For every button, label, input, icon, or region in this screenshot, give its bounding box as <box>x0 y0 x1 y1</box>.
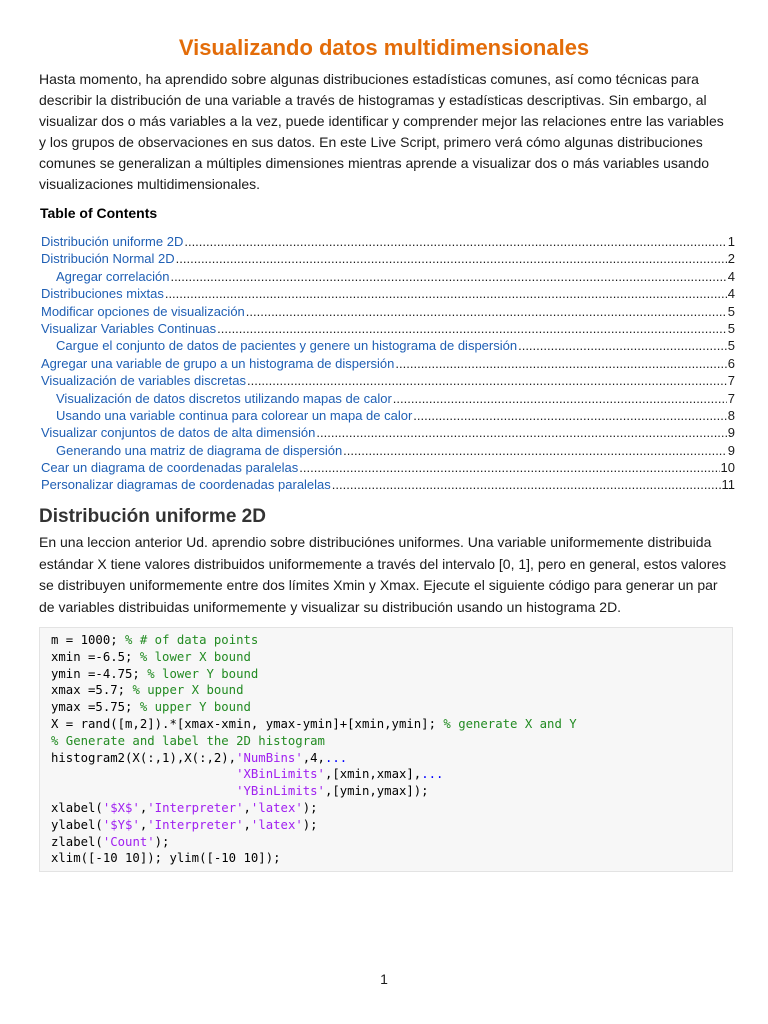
code-line <box>51 666 732 683</box>
code-text: , <box>243 800 251 815</box>
code-line <box>51 750 732 767</box>
code-text: X = rand([m,2]).*[xmax-xmin, ymax-ymin]+[xmin,ymin]; <box>51 716 444 731</box>
code-string: 'Count' <box>102 834 155 849</box>
toc-link[interactable]: Visualización de datos discretos utilizando mapas de calor <box>56 390 392 406</box>
toc-link[interactable]: Usando una variable continua para colorear un mapa de calor <box>56 407 413 423</box>
section-heading: Distribución uniforme 2D <box>39 506 266 527</box>
code-text: ); <box>154 834 170 849</box>
toc-leader-dots <box>217 320 727 337</box>
code-comment: % # of data points <box>125 633 259 647</box>
code-text: zlabel( <box>51 834 103 849</box>
toc-link[interactable]: Distribución uniforme 2D <box>41 234 184 249</box>
toc-page-number: 7 <box>727 373 735 389</box>
toc-leader-dots <box>393 390 727 407</box>
code-text: , <box>139 817 148 832</box>
toc-leader-dots <box>184 233 726 250</box>
toc-entry[interactable] <box>41 442 735 459</box>
toc-entry[interactable] <box>41 372 735 389</box>
code-string: 'latex' <box>250 817 303 832</box>
toc-leader-dots <box>165 285 727 302</box>
toc-page-number: 9 <box>727 442 735 458</box>
code-text: , <box>243 817 251 832</box>
code-string: 'Interpreter' <box>147 817 244 832</box>
toc-link[interactable]: Visualización de variables discretas <box>41 373 246 389</box>
toc-leader-dots <box>316 424 726 441</box>
code-text: ); <box>302 817 318 832</box>
toc-link[interactable]: Agregar una variable de grupo a un histograma de dispersión <box>41 355 395 371</box>
code-text: ); <box>302 800 318 815</box>
code-string: 'YBinLimits' <box>236 784 325 799</box>
code-block[interactable] <box>39 627 733 872</box>
code-line <box>51 783 732 800</box>
toc-page-number: 8 <box>727 407 735 423</box>
code-line <box>51 682 732 699</box>
section-paragraph: En una leccion anterior Ud. aprendio sobre distribuciónes uniformes. Una variable uniformemente distribuida estándar X tiene valores distribuidos uniformemente a través del intervalo [0, 1], pero en general, estos valores se distribuyen uniformemente entre dos límites Xmin y Xmax. Ejecute el siguiente código para generar un par de variables distribuidas uniformemente y visualizar su distribución usando un histograma 2D. <box>39 534 727 615</box>
code-continuation: ... <box>421 767 444 782</box>
toc-page-number: 4 <box>727 268 735 284</box>
code-text: xmin =-6.5; <box>51 649 140 664</box>
code-line <box>51 817 732 834</box>
code-text: ,4, <box>302 750 325 765</box>
code-text <box>51 767 236 781</box>
code-string: 'NumBins' <box>236 750 303 765</box>
toc-leader-dots <box>343 442 727 459</box>
code-text: m = 1000; <box>51 633 126 647</box>
code-text: ,[xmin,xmax], <box>324 767 422 782</box>
toc-link[interactable]: Visualizar conjuntos de datos de alta dimensión <box>41 425 316 441</box>
toc-entry[interactable] <box>41 337 735 354</box>
code-line <box>51 716 732 733</box>
code-comment: % lower Y bound <box>147 666 259 681</box>
page-title: Visualizando datos multidimensionales <box>178 35 590 60</box>
code-text <box>51 784 236 798</box>
toc-page-number: 10 <box>720 460 735 476</box>
code-comment: % generate X and Y <box>443 716 577 731</box>
toc-leader-dots <box>246 303 727 320</box>
code-text: xlim([-10 10]); ylim([-10 10]); <box>51 851 281 866</box>
toc-page-number: 9 <box>727 425 735 441</box>
toc-page-number: 5 <box>727 303 735 319</box>
toc-page-number: 11 <box>721 477 735 493</box>
code-line <box>51 632 732 649</box>
toc-leader-dots <box>518 337 727 354</box>
toc-leader-dots <box>299 459 719 476</box>
toc-entry[interactable] <box>41 268 735 285</box>
code-text: , <box>139 800 148 815</box>
code-string: 'XBinLimits' <box>236 767 325 782</box>
toc-link[interactable]: Personalizar diagramas de coordenadas paralelas <box>41 477 331 493</box>
page-number: 1 <box>380 971 388 987</box>
code-string: '$Y$' <box>102 817 140 832</box>
toc-entry[interactable] <box>41 390 735 407</box>
code-text: ,[ymin,ymax]); <box>324 784 429 799</box>
code-text: ymax =5.75; <box>51 700 140 715</box>
code-text: histogram2(X(:,1),X(:,2), <box>51 750 237 765</box>
code-line <box>51 649 732 666</box>
code-comment: % lower X bound <box>139 649 251 664</box>
code-continuation: ... <box>324 750 348 765</box>
toc-link[interactable]: Generando una matriz de diagrama de dispersión <box>56 442 343 458</box>
toc-page-number: 1 <box>727 234 735 249</box>
toc-entry[interactable] <box>41 303 735 320</box>
toc-heading: Table of Contents <box>40 205 158 221</box>
toc-link[interactable]: Agregar correlación <box>56 268 170 284</box>
toc-entry[interactable] <box>41 285 735 302</box>
code-text: ymin =-4.75; <box>51 666 148 681</box>
code-string: '$X$' <box>102 800 140 815</box>
toc-entry[interactable] <box>41 459 735 476</box>
code-string: 'latex' <box>250 800 303 815</box>
toc-leader-dots <box>170 268 726 285</box>
toc-entry[interactable] <box>41 476 735 493</box>
code-line <box>51 699 732 716</box>
toc-leader-dots <box>413 407 726 424</box>
code-comment: % upper Y bound <box>139 700 251 715</box>
code-text: xlabel( <box>51 800 103 815</box>
toc-page-number: 6 <box>727 355 735 371</box>
code-text: ylabel( <box>51 817 103 832</box>
toc-link[interactable]: Cargue el conjunto de datos de pacientes y genere un histograma de dispersión <box>56 338 518 354</box>
toc-entry[interactable] <box>41 424 735 441</box>
code-line <box>51 800 732 817</box>
toc-link[interactable]: Modificar opciones de visualización <box>41 303 245 319</box>
toc-page-number: 7 <box>727 390 735 406</box>
toc-link[interactable]: Distribuciones mixtas <box>41 286 164 302</box>
toc-leader-dots <box>176 250 727 267</box>
toc-entry[interactable] <box>41 407 735 424</box>
code-line <box>51 766 732 783</box>
toc-link[interactable]: Visualizar Variables Continuas <box>41 320 217 336</box>
code-text: xmax =5.7; <box>51 683 133 698</box>
table-of-contents <box>41 233 735 494</box>
toc-leader-dots <box>332 476 721 493</box>
code-comment: % upper X bound <box>132 683 244 698</box>
toc-page-number: 4 <box>727 286 735 302</box>
toc-entry[interactable] <box>41 233 735 250</box>
toc-page-number: 5 <box>727 338 735 354</box>
toc-page-number: 2 <box>727 251 735 267</box>
code-line <box>51 834 732 851</box>
code-line <box>51 850 732 867</box>
toc-link[interactable]: Cear un diagrama de coordenadas paralelas <box>41 460 299 476</box>
toc-entry[interactable] <box>41 320 735 337</box>
toc-entry[interactable] <box>41 250 735 267</box>
toc-entry[interactable] <box>41 355 735 372</box>
intro-paragraph: Hasta momento, ha aprendido sobre algunas distribuciones estadísticas comunes, así como técnicas para describir la distribución de una variable a través de histogramas y estadísticas descriptivas. Sin embargo, al visualizar dos o más variables a la vez, puede identificar y comprender mejor las relaciones entre las variables y los grupos de observaciones en sus datos. En este Live Script, primero verá cómo algunas distribuciones comunes se generalizan a múltiples dimensiones mientras aprende a visualizar dos o más variables usando visualizaciones multidimensionales. <box>39 71 724 192</box>
toc-link[interactable]: Distribución Normal 2D <box>41 251 175 267</box>
toc-leader-dots <box>395 355 726 372</box>
code-line <box>51 733 732 750</box>
toc-page-number: 5 <box>727 320 735 336</box>
code-string: 'Interpreter' <box>147 800 244 815</box>
code-comment: % Generate and label the 2D histogram <box>51 733 325 748</box>
toc-leader-dots <box>247 372 727 389</box>
